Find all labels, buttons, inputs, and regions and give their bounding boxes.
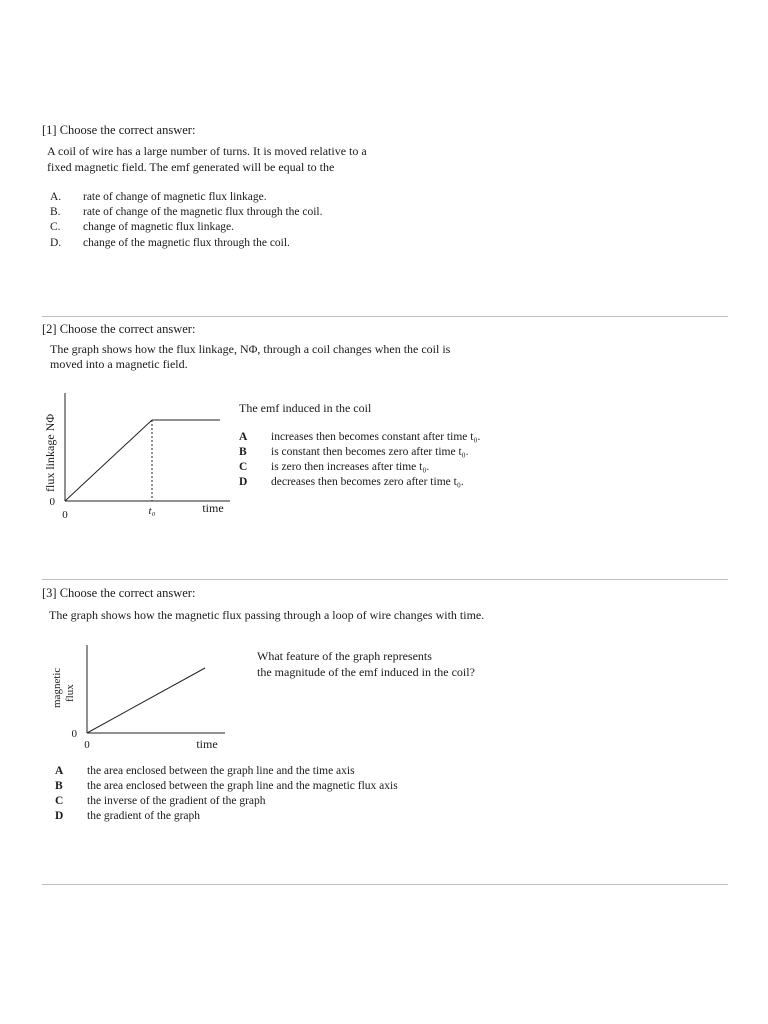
q1-stem-line2: fixed magnetic field. The emf generated will be equal to the xyxy=(47,160,335,174)
q3-y-label-line2: flux xyxy=(64,684,76,702)
q2-x-label: time xyxy=(202,501,224,515)
q1-option-a-letter: A. xyxy=(50,191,62,203)
q2-option-c-text: is zero then increases after time t₀. xyxy=(271,461,430,473)
q2-option-c-letter: C xyxy=(239,461,248,473)
q3-option-b-letter: B xyxy=(55,780,63,792)
q2-option-d-letter: D xyxy=(239,476,248,488)
q3-prompt-line1: What feature of the graph represents xyxy=(257,649,432,663)
divider-3 xyxy=(42,884,728,885)
divider-1 xyxy=(42,316,728,317)
q2-graph xyxy=(40,388,240,523)
q1-option-b-text: rate of change of the magnetic flux through the coil. xyxy=(83,206,323,218)
q1-option-a-text: rate of change of magnetic flux linkage. xyxy=(83,191,267,203)
q1-option-d-letter: D. xyxy=(50,237,62,249)
q1-option-d-text: change of the magnetic flux through the coil. xyxy=(83,237,290,249)
q3-prompt-line2: the magnitude of the emf induced in the coil? xyxy=(257,665,475,679)
q3-heading: [3] Choose the correct answer: xyxy=(42,586,196,600)
q3-option-a-text: the area enclosed between the graph line and the time axis xyxy=(87,765,355,777)
q3-option-c-letter: C xyxy=(55,795,64,807)
q3-stem-line1: The graph shows how the magnetic flux passing through a loop of wire changes with time. xyxy=(49,608,485,622)
q2-option-d-text: decreases then becomes zero after time t₀. xyxy=(271,476,464,488)
q2-stem-line1: The graph shows how the flux linkage, NΦ, through a coil changes when the coil is xyxy=(50,342,451,356)
q2-graph-line xyxy=(65,420,220,501)
q1-option-c-letter: C. xyxy=(50,221,61,233)
q3-option-c-text: the inverse of the gradient of the graph xyxy=(87,795,266,807)
q1-option-c-text: change of magnetic flux linkage. xyxy=(83,221,235,233)
q1-heading: [1] Choose the correct answer: xyxy=(42,123,196,137)
q3-option-d-letter: D xyxy=(55,810,64,822)
q3-option-b-text: the area enclosed between the graph line and the magnetic flux axis xyxy=(87,780,398,792)
q2-option-b-text: is constant then becomes zero after time t₀. xyxy=(271,446,469,458)
q3-origin-y-label: 0 xyxy=(71,728,77,740)
q2-stem-line2: moved into a magnetic field. xyxy=(50,357,188,371)
q3-origin-x-label: 0 xyxy=(84,739,90,751)
q3-graph xyxy=(45,640,235,755)
q2-heading: [2] Choose the correct answer: xyxy=(42,322,196,336)
q2-prompt: The emf induced in the coil xyxy=(239,401,372,415)
q3-option-d-text: the gradient of the graph xyxy=(87,810,201,822)
q3-x-label: time xyxy=(196,737,218,751)
q3-graph-line xyxy=(87,668,205,733)
q2-origin-x-label: 0 xyxy=(62,509,68,521)
q3-y-label-line1: magnetic xyxy=(51,667,63,708)
q2-option-a-text: increases then becomes constant after time t₀. xyxy=(271,431,481,443)
q1-option-b-letter: B. xyxy=(50,206,61,218)
q2-option-a-letter: A xyxy=(239,431,248,443)
q1-stem-line1: A coil of wire has a large number of turns. It is moved relative to a xyxy=(47,144,367,158)
divider-2 xyxy=(42,579,728,580)
q3-option-a-letter: A xyxy=(55,765,64,777)
q2-t0-label: t₀ xyxy=(148,505,156,517)
q2-y-label: flux linkage NΦ xyxy=(43,413,57,492)
q2-option-b-letter: B xyxy=(239,446,247,458)
q2-origin-y-label: 0 xyxy=(49,496,55,508)
